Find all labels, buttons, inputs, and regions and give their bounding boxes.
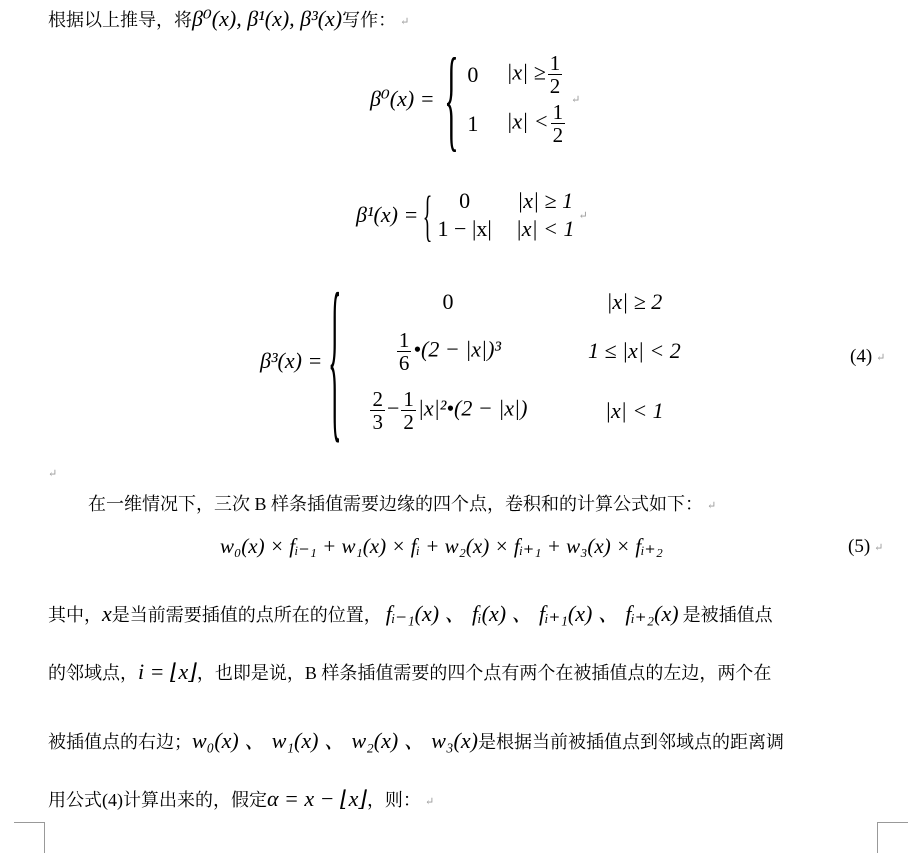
case-value: 1 [467,110,479,136]
eq-number-text: (4) [850,346,873,367]
beta1-equation [356,183,588,247]
left-brace: { [423,183,433,247]
fraction [548,52,563,97]
case-value: 1 − |x| [437,216,492,241]
formula: α = x − ⌊x⌋ [267,786,367,811]
numerator: 1 [552,100,564,125]
paragraph-mark: ↵ [707,500,717,513]
case-value: 0 [442,288,454,314]
denominator: 6 [398,350,410,375]
text: ，也即是说，B 样条插值需要的四个点有两个在被插值点的左边，两个在 [196,663,772,683]
formula: w₀(x) 、 w₁(x) 、 w₂(x) 、 w₃(x) [192,728,478,753]
paragraph-1 [88,490,716,516]
case-condition: |x| < [506,108,549,134]
denominator: 2 [552,123,564,148]
intro-formula: β⁰(x), β¹(x), β³(x) [192,6,343,31]
beta0-lhs: β⁰(x) = [370,86,435,112]
fraction [551,101,566,146]
paragraph-mark: ↵ [876,352,886,365]
formula: x [102,601,112,626]
case-value: |x|²•(2 − |x|) [417,395,528,421]
text: 其中， [48,605,102,625]
intro-tail: 写作： [342,10,397,30]
text: 被插值点的右边； [48,732,192,752]
formula: i = ⌊x⌋ [138,659,197,684]
intro-text: 根据以上推导，将 [48,10,192,30]
paragraph-mark: ↵ [571,93,581,106]
empty-paragraph [44,462,57,483]
beta3-equation [260,259,681,460]
denominator: 2 [549,74,561,99]
eq-number-text: (5) [848,536,871,557]
beta1-lhs: β¹(x) = [356,202,419,227]
paragraph-2-line-3 [48,724,784,755]
paragraph-mark: ↵ [874,542,884,555]
page-corner-mark-left [14,822,45,853]
paragraph-2-line-4 [48,786,434,812]
text: 是被插值点 [682,605,773,625]
minus-sign: − [386,395,400,421]
numerator: 1 [403,387,414,411]
text: 是根据当前被插值点到邻域点的距离调 [477,732,784,752]
left-brace: { [328,259,342,460]
page-corner-mark-right [877,822,908,853]
text: 是当前需要插值的点所在的位置， [111,605,382,625]
equation-number-4 [850,346,885,368]
left-brace: { [443,35,459,161]
fraction [401,388,416,433]
beta0-equation [370,35,581,161]
equation-5 [220,534,663,559]
case-condition: |x| < 1 [604,397,664,423]
paragraph-mark: ↵ [578,209,588,222]
beta3-cases [348,289,681,433]
denominator: 2 [403,410,414,435]
case-condition: |x| ≥ 1 [517,188,574,213]
numerator: 2 [372,387,383,411]
paragraph-1-text: 在一维情况下，三次 B 样条插值需要边缘的四个点，卷积和的计算公式如下： [88,494,704,514]
formula: fᵢ₋₁(x) 、 fᵢ(x) 、 fᵢ₊₁(x) 、 fᵢ₊₂(x) [385,601,679,626]
intro-line [48,6,409,32]
denominator: 3 [372,410,383,435]
paragraph-mark: ↵ [48,468,58,481]
text: 的邻域点， [48,663,138,683]
case-condition: |x| ≥ 2 [606,288,663,314]
case-condition: |x| < 1 [515,216,575,241]
text: ，则： [366,790,421,810]
case-value: 0 [467,61,479,87]
eq5-formula: w₀(x) × fᵢ₋₁ + w₁(x) × fᵢ + w₂(x) × fᵢ₊₁ + w₃(x) × fᵢ₊₂ [220,534,663,558]
paragraph-mark: ↵ [400,16,410,29]
equation-number-5 [848,536,883,558]
case-condition: 1 ≤ |x| < 2 [587,338,681,364]
paragraph-mark: ↵ [424,796,435,809]
fraction [370,388,385,433]
beta1-cases [438,188,575,242]
paragraph-2-line-1 [48,597,773,628]
paragraph-2-line-2 [48,659,771,685]
text: 用公式(4)计算出来的，假定 [48,790,267,810]
fraction [397,329,412,374]
case-condition: |x| ≥ [506,59,546,85]
case-value: •(2 − |x|)³ [413,336,502,362]
numerator: 1 [549,51,561,75]
case-value: 0 [459,188,471,213]
numerator: 1 [398,327,410,352]
beta0-cases [467,52,567,146]
beta3-lhs: β³(x) = [260,348,323,373]
